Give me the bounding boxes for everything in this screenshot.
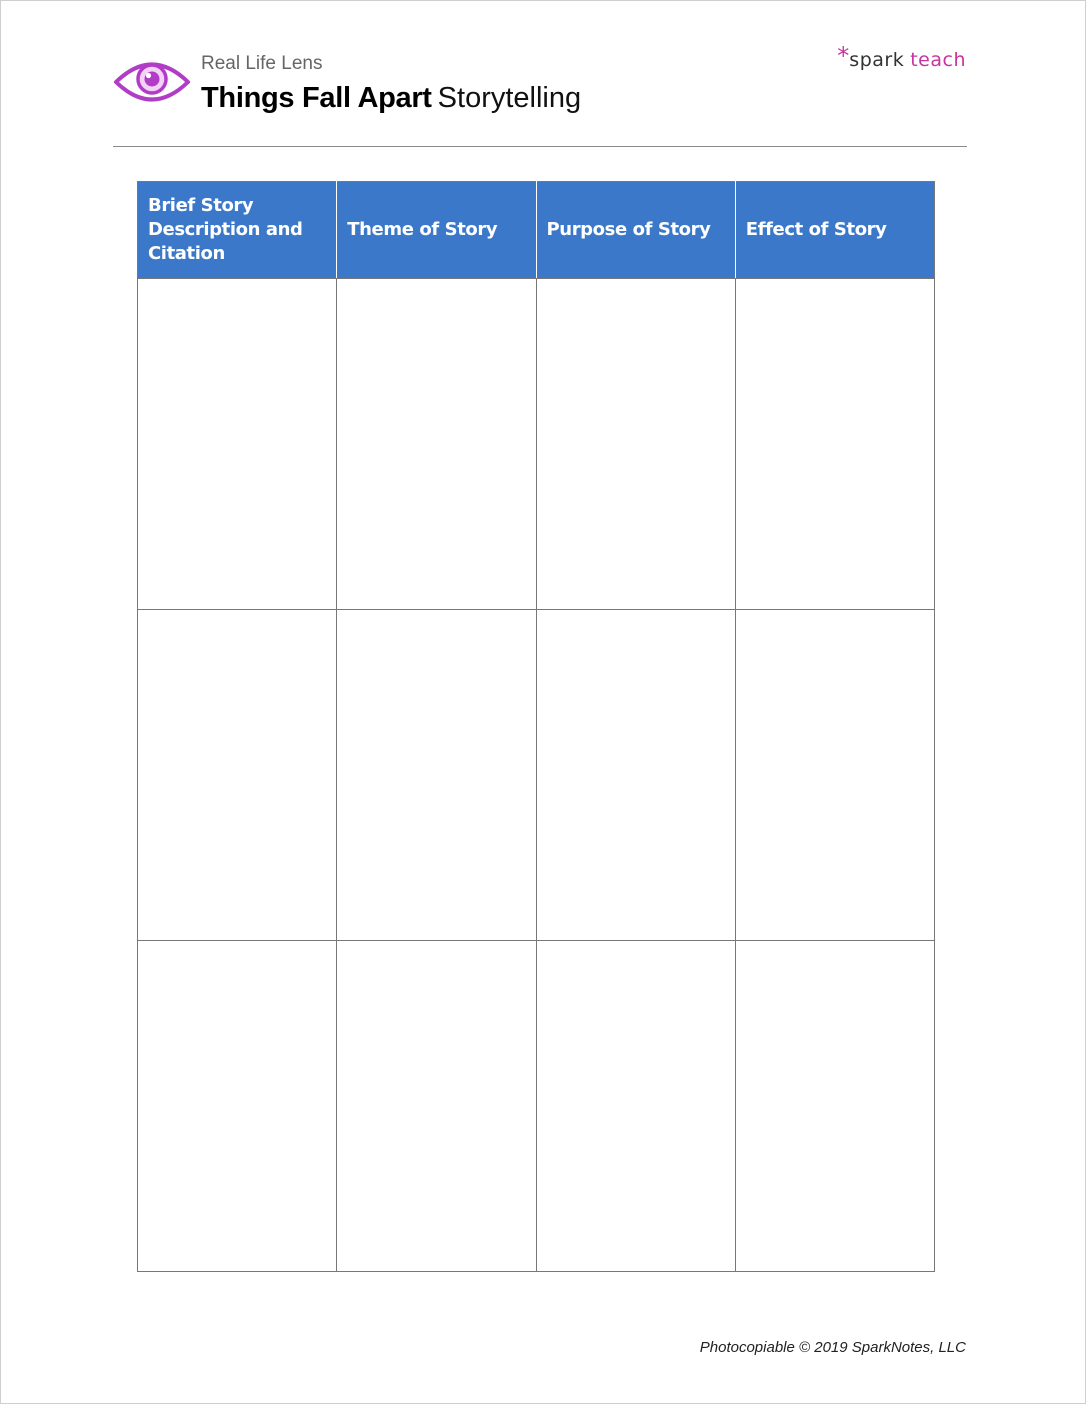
brand-teach: teach	[910, 49, 966, 71]
table-row	[138, 941, 935, 1272]
table-cell[interactable]	[735, 610, 934, 941]
table-row	[138, 610, 935, 941]
column-header-theme: Theme of Story	[337, 182, 536, 279]
brand-spark: spark	[849, 49, 905, 71]
table-cell[interactable]	[536, 610, 735, 941]
copyright-footer: Photocopiable © 2019 SparkNotes, LLC	[699, 1339, 966, 1356]
table-cell[interactable]	[138, 279, 337, 610]
sparkteach-logo	[837, 44, 966, 72]
table-cell[interactable]	[337, 941, 536, 1272]
column-header-effect: Effect of Story	[735, 182, 934, 279]
title-topic: Storytelling	[437, 82, 582, 114]
table-cell[interactable]	[138, 941, 337, 1272]
table-cell[interactable]	[735, 941, 934, 1272]
story-table	[137, 181, 935, 1272]
table-header-row	[138, 182, 935, 279]
table-row	[138, 279, 935, 610]
table-cell[interactable]	[138, 610, 337, 941]
section-kicker: Real Life Lens	[201, 53, 323, 74]
brand-star: *	[837, 42, 850, 70]
table-cell[interactable]	[735, 279, 934, 610]
eye-icon	[113, 55, 191, 110]
table-cell[interactable]	[337, 610, 536, 941]
column-header-description: Brief Story Description and Citation	[138, 182, 337, 279]
table-cell[interactable]	[536, 279, 735, 610]
page-title	[201, 82, 581, 115]
title-book: Things Fall Apart	[201, 82, 432, 114]
table-cell[interactable]	[337, 279, 536, 610]
header-divider	[113, 146, 967, 147]
column-header-purpose: Purpose of Story	[536, 182, 735, 279]
table-cell[interactable]	[536, 941, 735, 1272]
